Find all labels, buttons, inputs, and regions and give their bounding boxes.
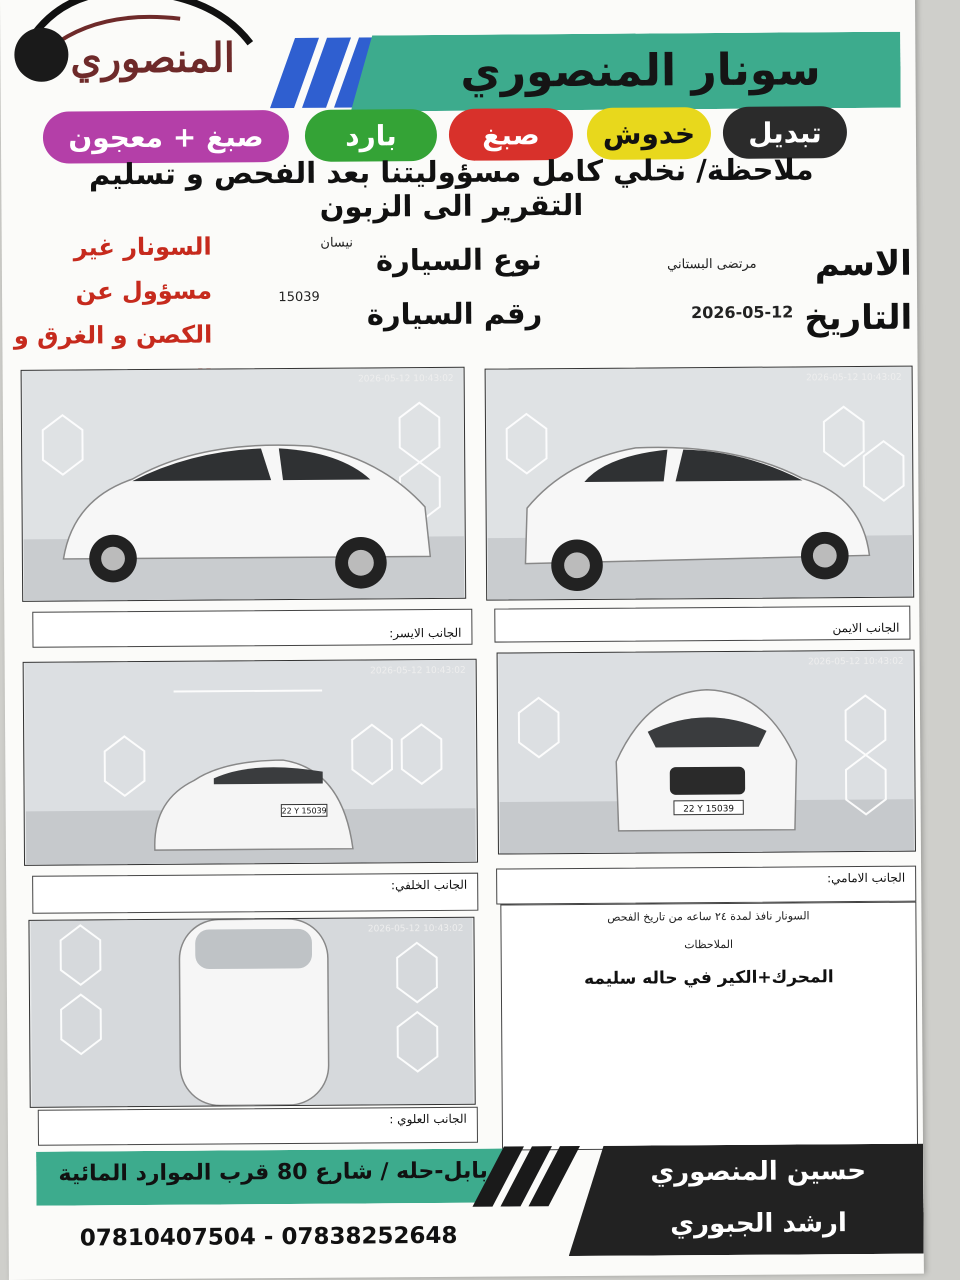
rear-caption: الجانب الخلفي: bbox=[390, 877, 468, 893]
service-pill-scratches: خدوش bbox=[587, 107, 711, 160]
car-type-value: نيسان bbox=[320, 235, 354, 251]
car-number-label: رقم السيارة bbox=[366, 296, 543, 332]
car-type-label: نوع السيارة bbox=[375, 242, 542, 278]
right-side-caption-box bbox=[494, 606, 910, 643]
left-side-car-image bbox=[22, 368, 466, 601]
validity-note: السونار نافذ لمدة ٢٤ ساعه من تاريخ الفحص bbox=[607, 909, 810, 924]
left-side-timestamp: 2026-05-12 10:43:02 bbox=[358, 373, 454, 385]
top-caption: الجانب العلوي : bbox=[389, 1111, 467, 1127]
service-pill-paint-putty: صبغ + معجون bbox=[43, 110, 289, 164]
service-pill-replace: تبديل bbox=[723, 106, 847, 159]
footer-owner-1: حسين المنصوري bbox=[650, 1155, 867, 1188]
date-label: التاريخ bbox=[804, 297, 913, 339]
page-title: سونار المنصوري bbox=[460, 44, 821, 98]
name-value: مرتضى البستاني bbox=[667, 256, 757, 273]
photo-right-side bbox=[485, 366, 915, 601]
service-pill-cold: بارد bbox=[305, 109, 437, 162]
front-caption: الجانب الامامي: bbox=[827, 870, 906, 886]
disclaimer-text: السونار غير مسؤول عن الكصن و الغرق و bbox=[13, 232, 213, 350]
right-side-caption: الجانب الايمن bbox=[832, 620, 900, 636]
front-plate-text: 22 Y 15039 bbox=[683, 804, 735, 815]
notes-heading: الملاحظات bbox=[684, 937, 734, 952]
right-side-car-image bbox=[486, 367, 914, 600]
photo-front bbox=[497, 650, 916, 855]
responsibility-note: ملاحظة/ نخلي كامل مسؤوليتنا بعد الفحص و تسليم التقرير الى الزبون bbox=[88, 152, 814, 224]
front-timestamp: 2026-05-12 10:43:02 bbox=[808, 656, 904, 668]
rear-plate-text: 22 Y 15039 bbox=[281, 806, 327, 816]
photo-top bbox=[28, 917, 475, 1108]
front-car-image bbox=[498, 651, 915, 854]
date-value: 2026-05-12 bbox=[690, 302, 794, 323]
left-side-caption-box bbox=[32, 609, 472, 648]
photo-left-side bbox=[21, 367, 467, 602]
service-pill-paint: صبغ bbox=[449, 108, 573, 161]
rear-car-image bbox=[24, 660, 477, 865]
top-timestamp: 2026-05-12 10:43:02 bbox=[367, 923, 464, 935]
car-number-value: 15039 bbox=[278, 289, 320, 306]
front-caption-box bbox=[496, 866, 916, 905]
left-side-caption: الجانب الايسر: bbox=[389, 625, 462, 641]
name-label: الاسم bbox=[814, 243, 913, 285]
footer-phones: 07810407504 - 07838252648 bbox=[79, 1222, 458, 1252]
rear-timestamp: 2026-05-12 10:43:02 bbox=[370, 665, 466, 677]
top-caption-box bbox=[38, 1107, 478, 1146]
right-side-timestamp: 2026-05-12 10:43:02 bbox=[806, 372, 902, 384]
top-car-image bbox=[29, 918, 474, 1107]
footer-address: بابل-حله / شارع 80 قرب الموارد المائية bbox=[58, 1158, 488, 1187]
notes-text: المحرك+الكير في حاله سليمه bbox=[583, 967, 834, 989]
logo-text: المنصوري bbox=[70, 34, 236, 83]
logo-wheel-icon bbox=[14, 28, 68, 82]
rear-caption-box bbox=[32, 873, 478, 914]
photo-rear bbox=[23, 659, 478, 866]
notes-box bbox=[500, 902, 918, 1151]
footer-owner-2: ارشد الجبوري bbox=[670, 1208, 847, 1240]
